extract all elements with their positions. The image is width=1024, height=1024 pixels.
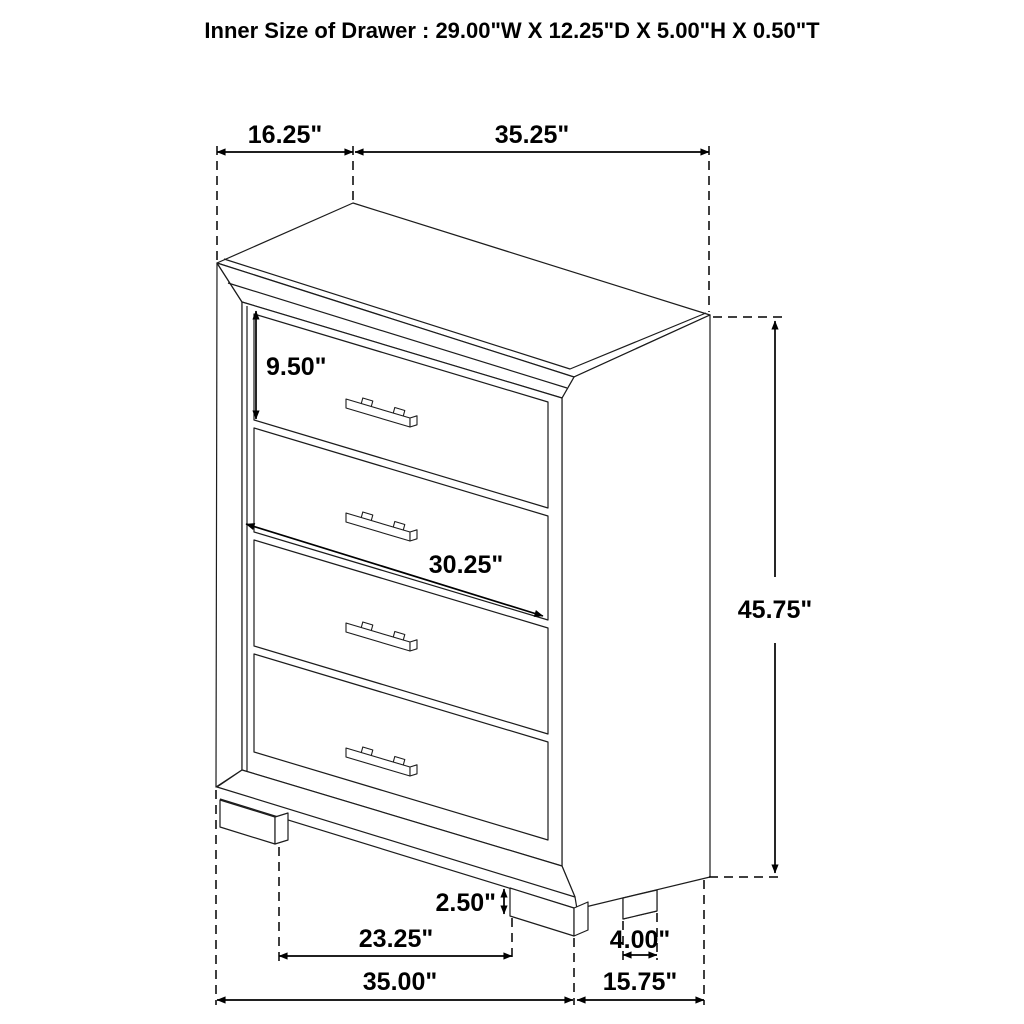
- label-overall-height: 45.75": [737, 596, 813, 624]
- chest-side-face: [562, 315, 710, 909]
- front-left-foot: [220, 800, 275, 844]
- front-right-foot: [510, 888, 574, 936]
- label-top-depth: 16.25": [247, 121, 323, 149]
- label-overall-depth: 15.75": [602, 968, 678, 996]
- label-feet-gap: 23.25": [358, 925, 434, 953]
- label-overall-width: 35.00": [362, 968, 438, 996]
- label-foot-height: 2.50": [435, 889, 496, 917]
- chest-left-edge: [216, 263, 242, 787]
- label-drawer-width: 30.25": [428, 551, 504, 579]
- diagram-title: Inner Size of Drawer : 29.00"W X 12.25"D X 5.00"H X 0.50"T: [204, 18, 820, 43]
- front-left-foot-side: [275, 813, 288, 844]
- label-top-width: 35.25": [494, 121, 570, 149]
- label-foot-width: 4.00": [609, 926, 671, 954]
- label-drawer-height: 9.50": [266, 353, 327, 381]
- front-right-foot-side: [574, 902, 588, 936]
